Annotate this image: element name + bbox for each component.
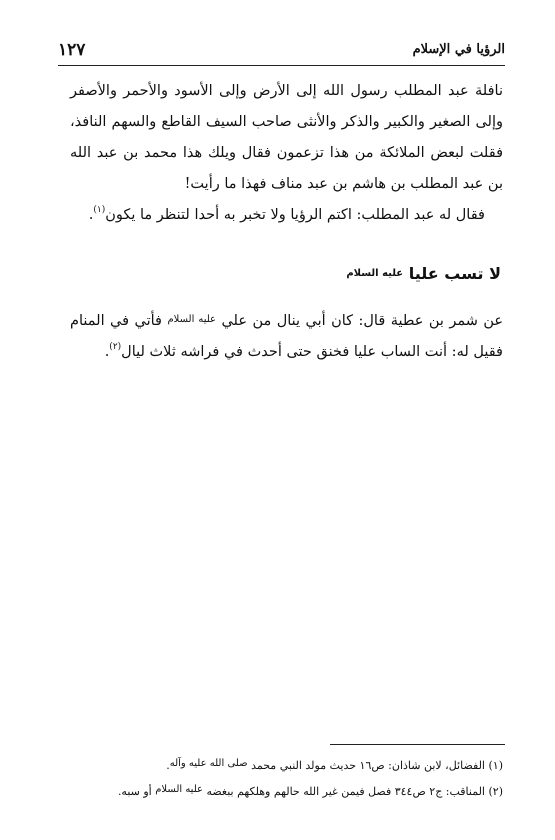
footnote-ref-1: (١): [93, 205, 106, 215]
footnote-separator: [330, 744, 505, 745]
paragraph-2: [70, 200, 485, 231]
salutation-glyph: صلى الله عليه وآله: [169, 758, 248, 769]
header-rule: [58, 65, 505, 66]
footnotes: [60, 752, 503, 804]
running-header-title: الرؤيا في الإسلام: [412, 42, 505, 57]
section-heading: [346, 264, 501, 283]
paragraph-2-end: .: [88, 207, 94, 223]
salutation-glyph: عليه السلام: [155, 784, 203, 795]
running-header: [58, 40, 505, 62]
paragraph-3-end: .: [104, 344, 110, 360]
paragraph-3: [70, 304, 503, 368]
salutation-glyph: عليه السلام: [167, 314, 217, 325]
footnote-ref-2: (٢): [109, 342, 122, 352]
footnote-2-text: (٢) المناقب: ج٢ ص٣٤٤ فصل فيمن غير الله حالهم وهلكهم ببغضه: [206, 785, 503, 798]
section-heading-text: لا تسب عليا: [408, 264, 501, 283]
footnote-1: [60, 752, 503, 778]
paragraph-3-part-b: فأتي في المنام فقيل له: أنت الساب عليا فخنق حتى أحدث في فراشه ثلاث ليال: [70, 313, 503, 360]
paragraph-1: نافلة عبد المطلب رسول الله إلى الأرض وإلى الأسود والأحمر والأصفر وإلى الصغير والكبير والذكر والأنثى صاحب السيف القاطع والسهم النافذ، فقلت لبعض الملائكة من هذا تزعمون فقال ويلك هذا محمد بن عبد الله بن عبد المطلب بن هاشم بن عبد مناف فهذا ما رأيت!: [70, 83, 503, 192]
footnote-2-end: أو سبه.: [117, 785, 152, 798]
paragraph-2-text: فقال له عبد المطلب: اكتم الرؤيا ولا تخبر به أحدا لتنظر ما يكون: [105, 207, 485, 223]
salutation-glyph: عليه السلام: [346, 268, 404, 279]
footnote-1-end: .: [166, 759, 170, 772]
paragraph-3-part-a: عن شمر بن عطية قال: كان أبي ينال من علي: [221, 313, 504, 329]
footnote-2: [60, 778, 503, 804]
footnote-1-text: (١) الفضائل، لابن شاذان: ص١٦ حديث مولد النبي محمد: [251, 759, 503, 772]
page-number: ١٢٧: [58, 40, 86, 60]
